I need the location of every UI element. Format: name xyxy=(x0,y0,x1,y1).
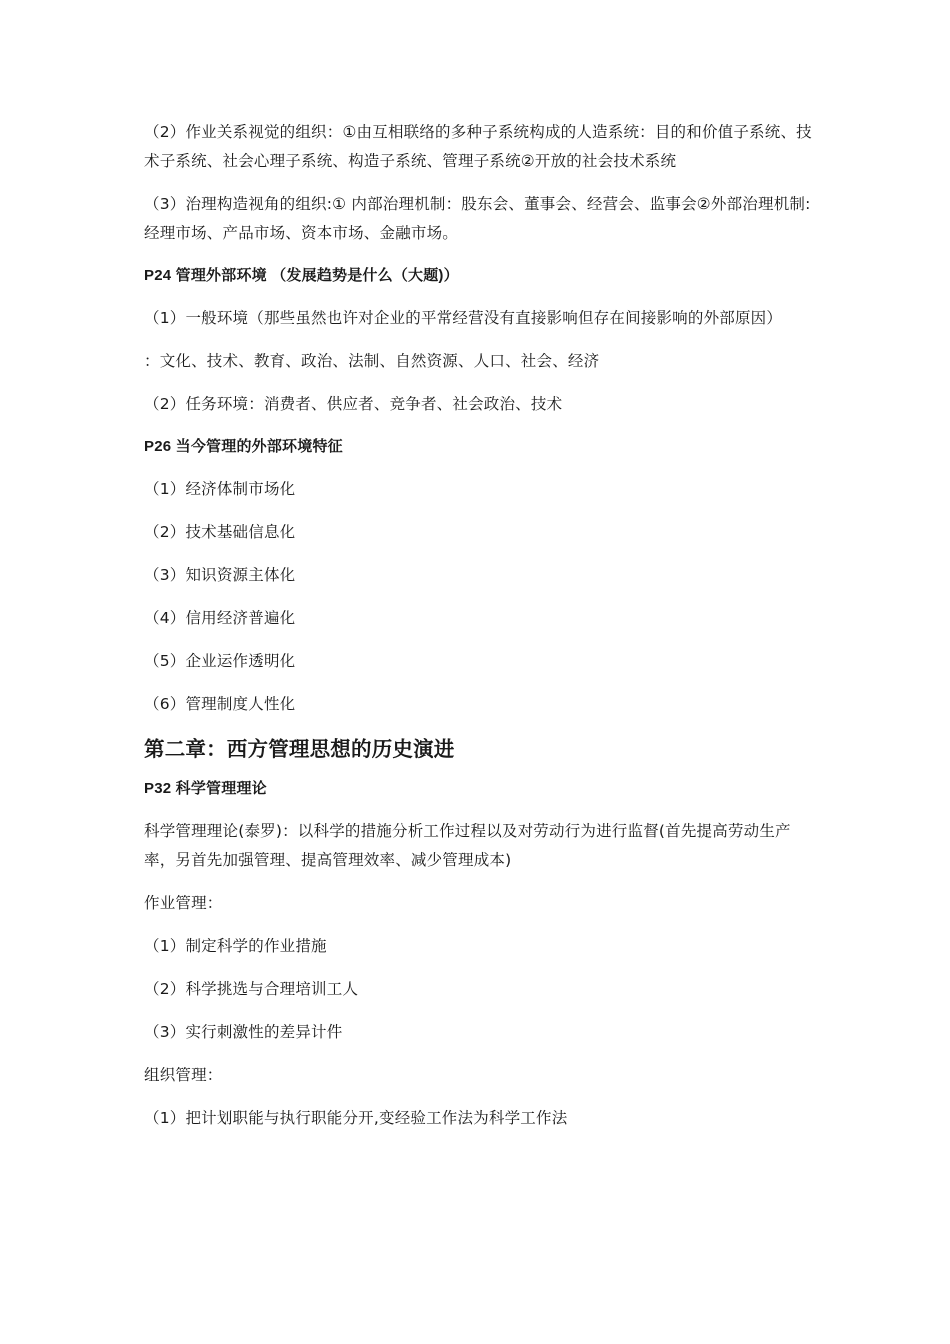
paragraph-general-environment-factors: ：文化、技术、教育、政治、法制、自然资源、人口、社会、经济 xyxy=(144,352,600,370)
chapter-title: 第二章：西方管理思想的历史演进 xyxy=(144,737,455,761)
list-item: （4）信用经济普遍化 xyxy=(144,609,296,627)
paragraph-work-relation-view: （2）作业关系视觉的组织：①由互相联络的多种子系统构成的人造系统：目的和价值子系统、技术子系统、社会心理子系统、构造子系统、管理子系统②开放的社会技术系统 xyxy=(144,123,812,170)
document-page xyxy=(144,118,812,1147)
paragraph-scientific-management: 科学管理理论(泰罗)：以科学的措施分析工作过程以及对劳动行为进行监督(首先提高劳动生产率，另首先加强管理、提高管理效率、减少管理成本) xyxy=(144,822,791,869)
paragraph-organization-management-label: 组织管理： xyxy=(144,1066,223,1084)
section-heading-p24: P24 管理外部环境 （发展趋势是什么（大题)） xyxy=(144,267,459,284)
section-heading-p26: P26 当今管理的外部环境特征 xyxy=(144,438,343,455)
paragraph-general-environment: （1）一般环境（那些虽然也许对企业的平常经营没有直接影响但存在间接影响的外部原因） xyxy=(144,309,783,327)
paragraph-task-environment: （2）任务环境：消费者、供应者、竞争者、社会政治、技术 xyxy=(144,395,563,413)
paragraph-work-management-label: 作业管理： xyxy=(144,894,223,912)
list-item: （2）科学挑选与合理培训工人 xyxy=(144,980,359,998)
list-item: （1）把计划职能与执行职能分开,变经验工作法为科学工作法 xyxy=(144,1109,568,1127)
list-item: （1）制定科学的作业措施 xyxy=(144,937,327,955)
list-item: （3）实行刺激性的差异计件 xyxy=(144,1023,343,1041)
section-heading-p32: P32 科学管理理论 xyxy=(144,780,267,797)
list-item: （6）管理制度人性化 xyxy=(144,695,296,713)
list-item: （1）经济体制市场化 xyxy=(144,480,296,498)
list-item: （2）技术基础信息化 xyxy=(144,523,296,541)
list-item: （5）企业运作透明化 xyxy=(144,652,296,670)
list-item: （3）知识资源主体化 xyxy=(144,566,296,584)
paragraph-governance-view: （3）治理构造视角的组织:① 内部治理机制：股东会、董事会、经营会、监事会②外部治理机制:经理市场、产品市场、资本市场、金融市场。 xyxy=(144,195,811,242)
